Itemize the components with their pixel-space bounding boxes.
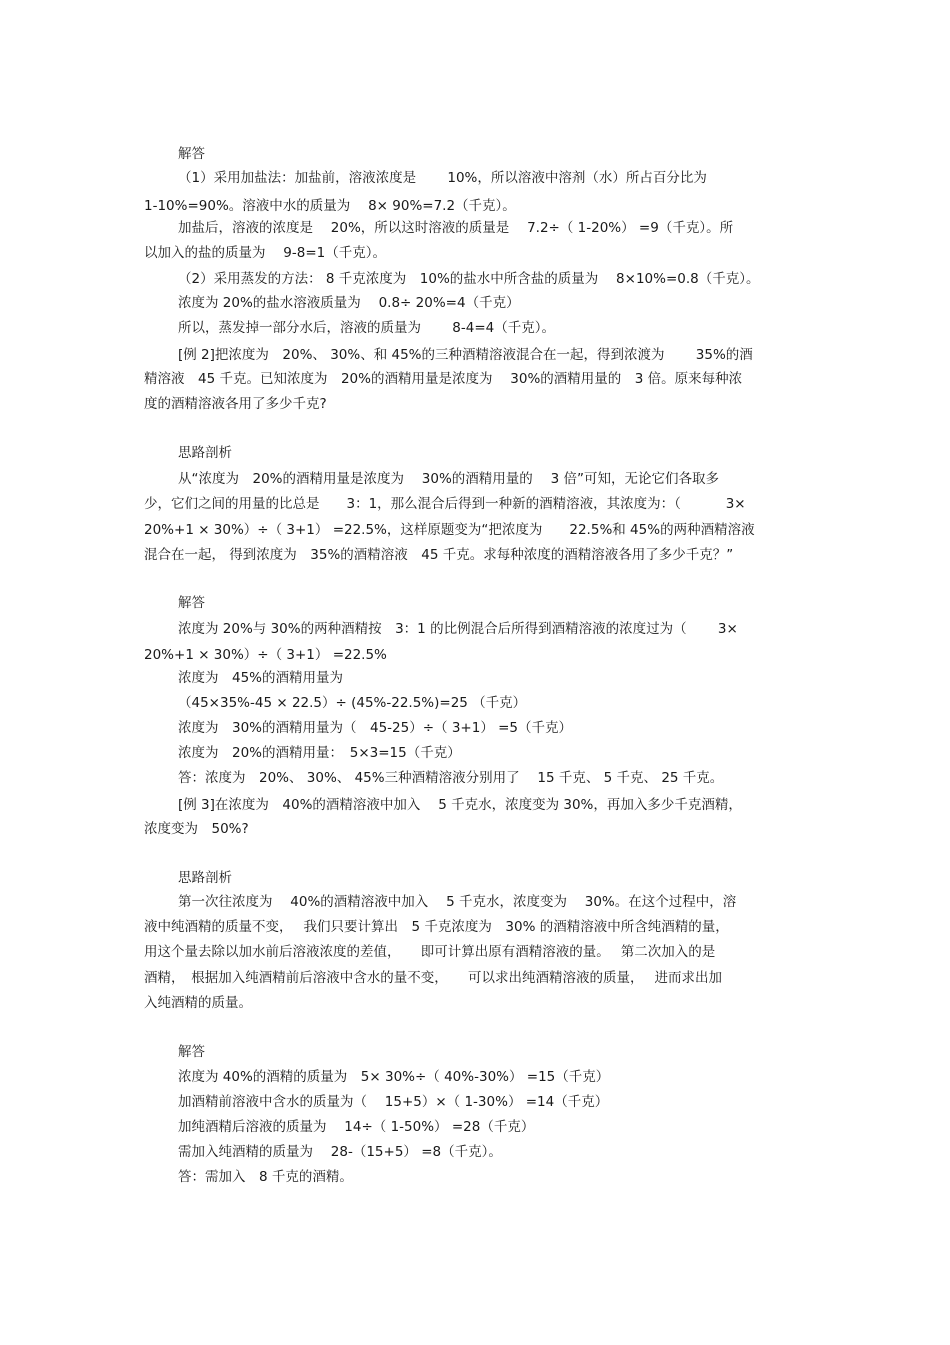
text-line: 用这个量去除以加水前后溶液浓度的差值， 即可计算出原有酒精溶液的量。 第二次加入的是 [144,944,716,960]
heading-analysis-1: 思路剖析 [178,445,232,461]
text-line: 答：需加入 8 千克的酒精。 [178,1169,353,1185]
text-line: 加酒精前溶液中含水的质量为（ 15+5）×（ 1-30%） =14（千克） [178,1094,609,1110]
text-line: 20%+1 × 30%）÷（ 3+1） =22.5%，这样原题变为“把浓度为 22.5%和 45%的两种酒精溶液 [144,522,755,538]
text-line: 浓度为 20%与 30%的两种酒精按 3：1 的比例混合后所得到酒精溶液的浓度过为（ 3× [178,621,738,637]
text-line: （45×35%-45 × 22.5）÷ (45%-22.5%)=25 （千克） [178,695,527,711]
text-line: 浓度为 40%的酒精的质量为 5× 30%÷（ 40%-30%） =15（千克） [178,1069,610,1085]
text-line: 浓度为 20%的盐水溶液质量为 0.8÷ 20%=4（千克） [178,295,520,311]
text-line: （2）采用蒸发的方法： 8 千克浓度为 10%的盐水中所含盐的质量为 8×10%=0.8（千克）。 [178,271,760,287]
text-line: 浓度为 20%的酒精用量： 5×3=15（千克） [178,745,461,761]
example-3-line: [例 3]在浓度为 40%的酒精溶液中加入 5 千克水，浓度变为 30%，再加入多少千克酒精， [178,797,742,813]
example-2-line: [例 2]把浓度为 20%、 30%、和 45%的三种酒精溶液混合在一起，得到浓渡为 35%的酒 [178,347,753,363]
text-line: 混合在一起， 得到浓度为 35%的酒精溶液 45 千克。求每种浓度的酒精溶液各用了多少千克？” [144,547,734,563]
text-line: 1-10%=90%。溶液中水的质量为 8× 90%=7.2（千克）。 [144,198,516,214]
heading-answer-2: 解答 [178,595,205,611]
text-line: 需加入纯酒精的质量为 28-（15+5） =8（千克）。 [178,1144,502,1160]
heading-answer-3: 解答 [178,1044,205,1060]
text-line: 加纯酒精后溶液的质量为 14÷（ 1-50%） =28（千克） [178,1119,535,1135]
heading-analysis-2: 思路剖析 [178,870,232,886]
text-line: 答：浓度为 20%、 30%、 45%三种酒精溶液分别用了 15 千克、 5 千克、 25 千克。 [178,770,724,786]
text-line: 以加入的盐的质量为 9-8=1（千克）。 [144,245,386,261]
heading-answer-1: 解答 [178,146,205,162]
text-line: 少，它们之间的用量的比总是 3：1，那么混合后得到一种新的酒精溶液，其浓度为：（ 3× [144,496,746,512]
text-line: （1）采用加盐法：加盐前，溶液浓度是 10%，所以溶液中溶剂（水）所占百分比为 [178,170,707,186]
text-line: 液中纯酒精的质量不变， 我们只要计算出 5 千克浓度为 30% 的酒精溶液中所含纯酒精的量， [144,919,729,935]
text-line: 从“浓度为 20%的酒精用量是浓度为 30%的酒精用量的 3 倍”可知，无论它们各取多 [178,471,719,487]
text-line: 浓度为 45%的酒精用量为 [178,670,344,686]
text-line: 酒精， 根据加入纯酒精前后溶液中含水的量不变， 可以求出纯酒精溶液的质量， 进而求出加 [144,970,723,986]
example-2-line: 度的酒精溶液各用了多少千克? [144,396,327,412]
text-line: 浓度为 30%的酒精用量为（ 45-25）÷（ 3+1） =5（千克） [178,720,573,736]
text-line: 20%+1 × 30%）÷（ 3+1） =22.5% [144,647,387,663]
text-line: 加盐后，溶液的浓度是 20%，所以这时溶液的质量是 7.2÷（ 1-20%） =9（千克）。所 [178,220,734,236]
example-2-line: 精溶液 45 千克。已知浓度为 20%的酒精用量是浓度为 30%的酒精用量的 3 倍。原来每种浓 [144,371,743,387]
example-3-line: 浓度变为 50%? [144,821,249,837]
text-line: 入纯酒精的质量。 [144,995,252,1011]
text-line: 所以，蒸发掉一部分水后，溶液的质量为 8-4=4（千克）。 [178,320,555,336]
text-line: 第一次往浓度为 40%的酒精溶液中加入 5 千克水，浓度变为 30%。在这个过程中，溶 [178,894,737,910]
